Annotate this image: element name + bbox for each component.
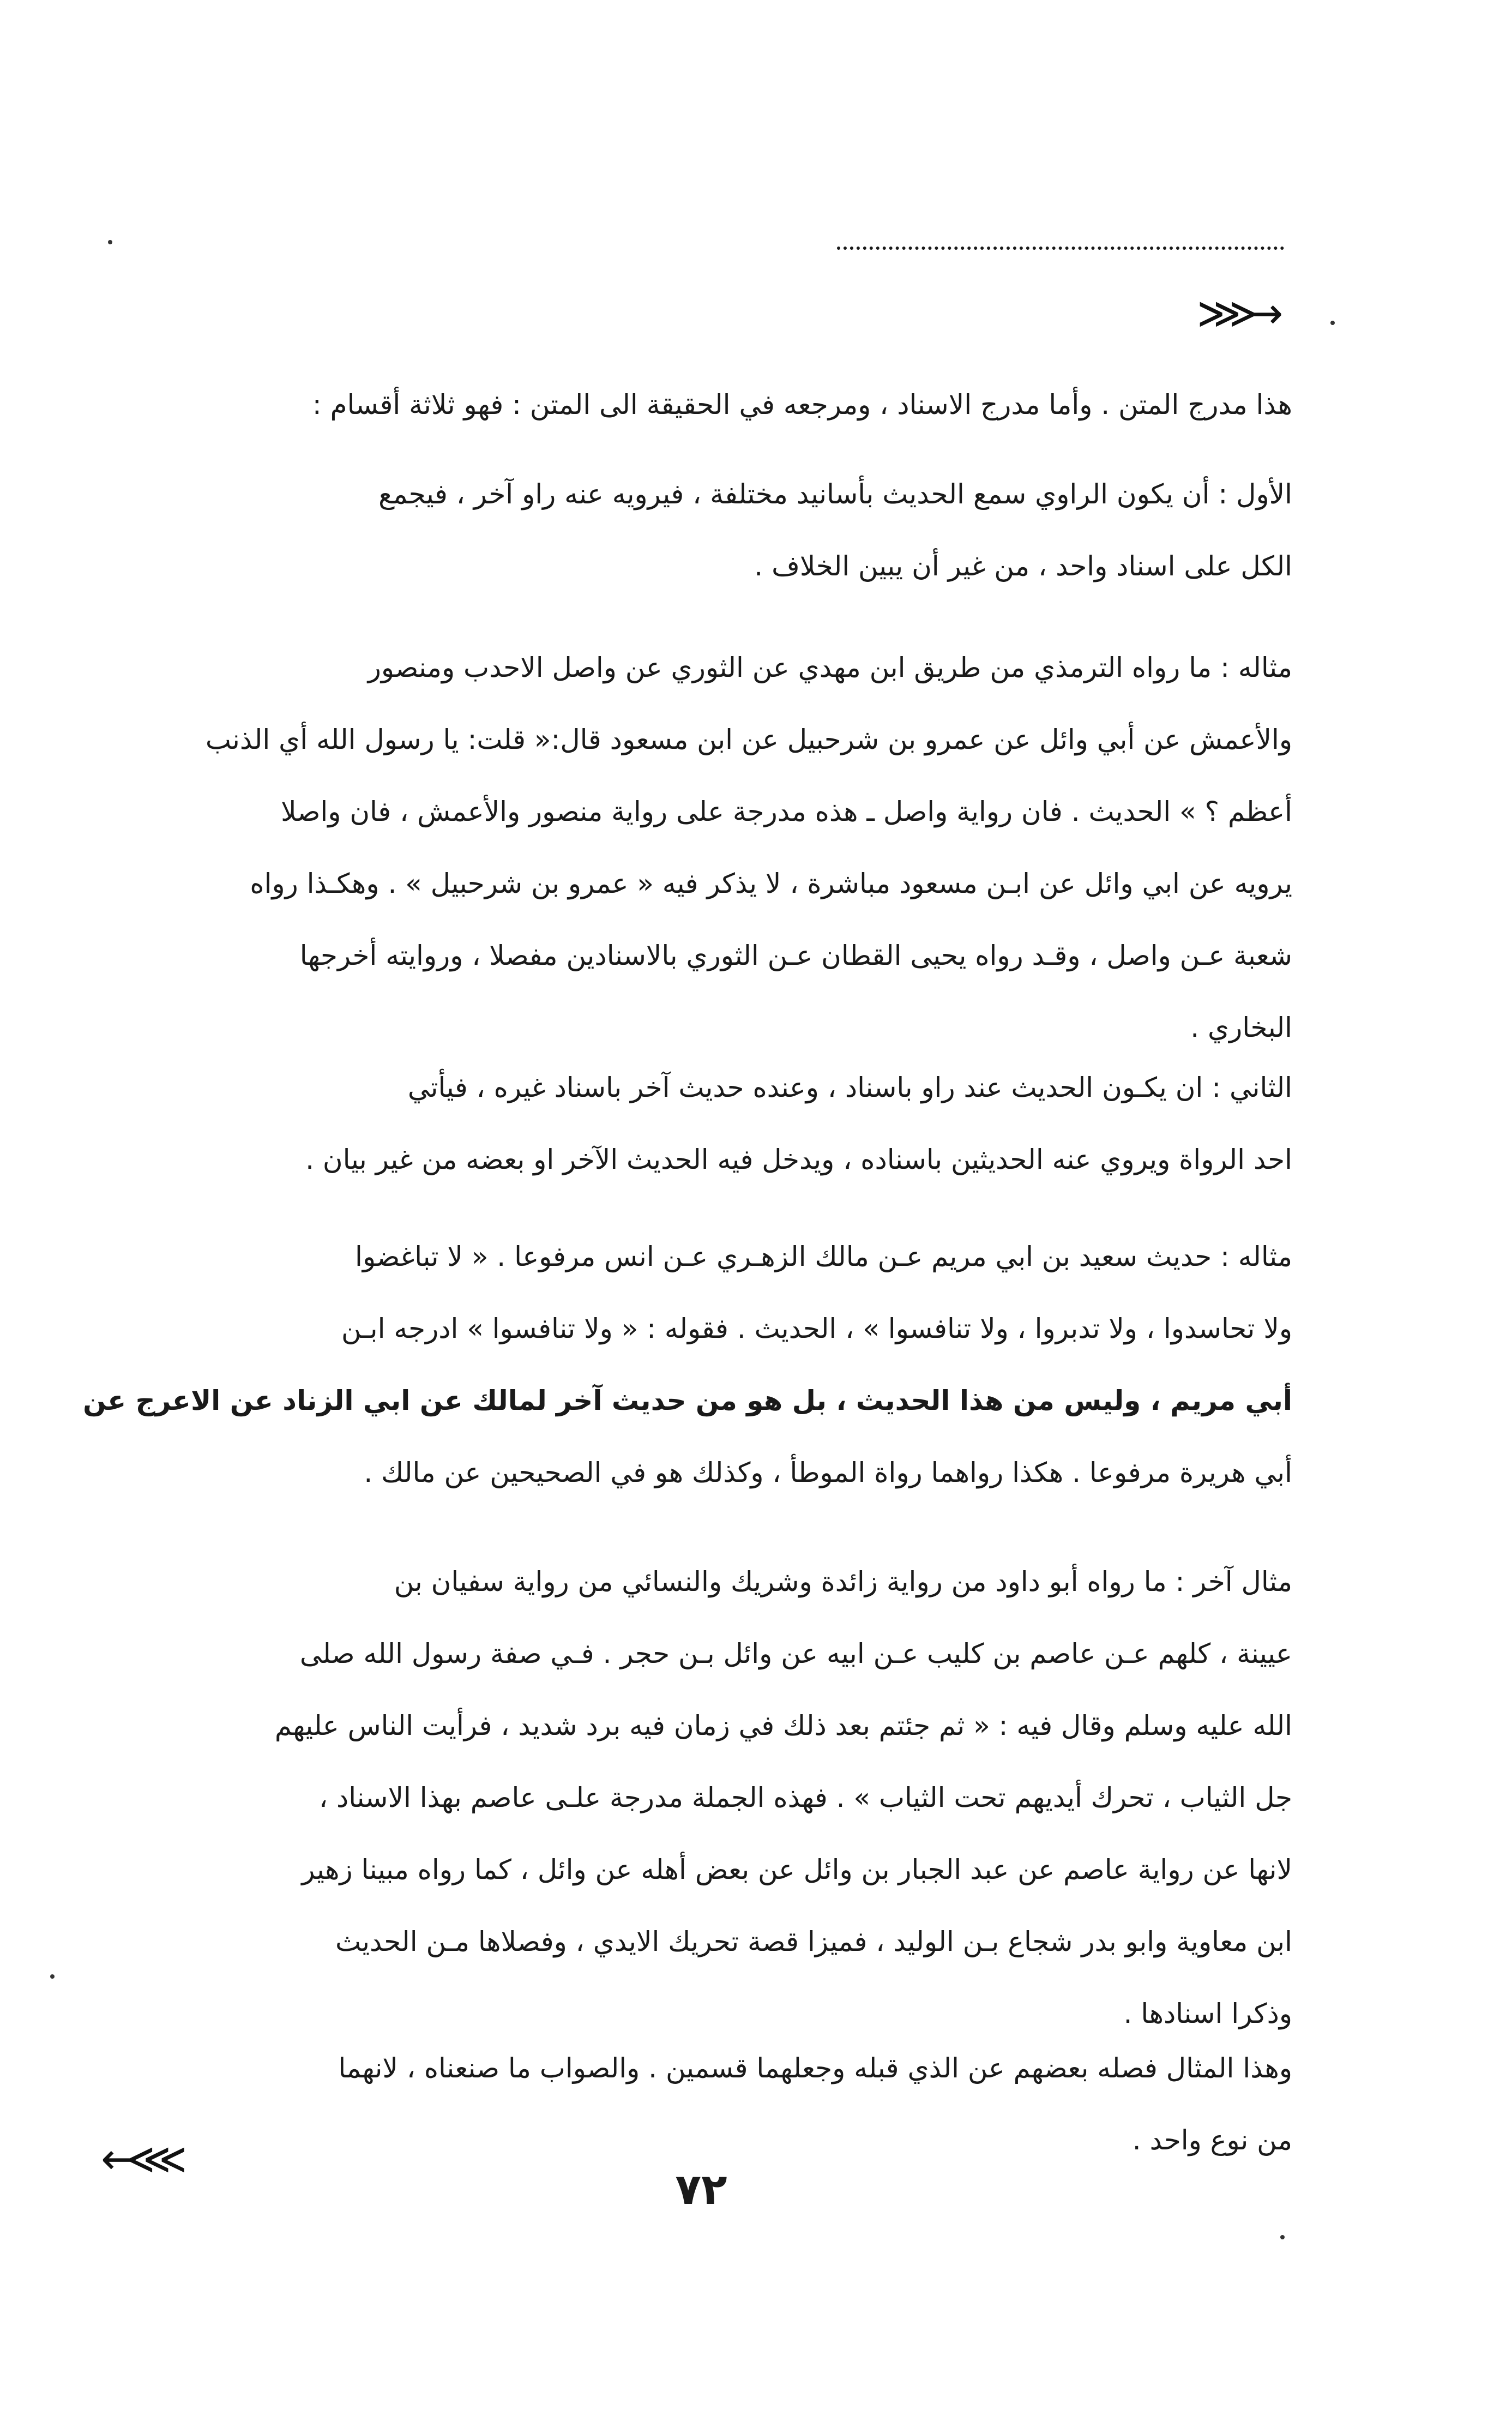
paragraph-first-type (82, 458, 1292, 602)
text-line: مثال آخر : ما رواه أبو داود من رواية زائدة وشريك والنسائي من رواية سفيان بن (394, 1566, 1292, 1597)
paragraph-example-three (82, 1546, 1292, 2050)
text-line: ولا تحاسدوا ، ولا تدبروا ، ولا تنافسوا » ، الحديث . فقوله : « ولا تنافسوا » ادرجه ابـن (341, 1313, 1292, 1344)
text-line: الأول : أن يكون الراوي سمع الحديث بأسانيد مختلفة ، فيرويه عنه راو آخر ، فيجمع (378, 478, 1292, 510)
text-line: مثاله : حديث سعيد بن ابي مريم عـن مالك الزهـري عـن انس مرفوعا . « لا تباغضوا (355, 1241, 1292, 1272)
text-line: عيينة ، كلهم عـن عاصم بن كليب عـن ابيه عن وائل بـن حجر . فـي صفة رسول الله صلى (299, 1638, 1292, 1669)
paragraph-intro (82, 369, 1292, 441)
text-line: والأعمش عن أبي وائل عن عمرو بن شرحبيل عن ابن مسعود قال:« قلت: يا رسول الله أي الذنب (205, 724, 1292, 755)
text-line: أعظم ؟ » الحديث . فان رواية واصل ـ هذه مدرجة على رواية منصور والأعمش ، فان واصلا (281, 796, 1292, 827)
paragraph-example-two (82, 1221, 1292, 1509)
text-line: ابن معاوية وابو بدر شجاع بـن الوليد ، فميزا قصة تحريك الايدي ، وفصلاها مـن الحديث (335, 1926, 1292, 1957)
text-line: أبي مريم ، وليس من هذا الحديث ، بل هو من حديث آخر لمالك عن ابي الزناد عن الاعرج عن (83, 1385, 1292, 1416)
text-line: يرويه عن ابي وائل عن ابـن مسعود مباشرة ، لا يذكر فيه « عمرو بن شرحبيل » . وهكـذا رواه (250, 868, 1292, 899)
text-line: من نوع واحد . (1132, 2124, 1292, 2156)
stray-mark (1280, 2235, 1285, 2239)
top-divider-rule (837, 247, 1284, 250)
text-line: أبي هريرة مرفوعا . هكذا رواهما رواة الموطأ ، وكذلك هو في الصحيحين عن مالك . (364, 1457, 1292, 1488)
stray-mark (108, 240, 112, 244)
text-line: وهذا المثال فصله بعضهم عن الذي قبله وجعلهما قسمين . والصواب ما صنعناه ، لانهما (338, 2052, 1292, 2084)
text-line: لانها عن رواية عاصم عن عبد الجبار بن وائل عن بعض أهله عن وائل ، كما رواه مبينا زهير (302, 1854, 1292, 1885)
arrow-ornament-icon: ←⋘ (101, 2135, 178, 2184)
text-line: مثاله : ما رواه الترمذي من طريق ابن مهدي عن الثوري عن واصل الاحدب ومنصور (368, 652, 1292, 683)
text-line: البخاري . (1190, 1012, 1292, 1043)
text-line: وذكرا اسنادها . (1123, 1998, 1292, 2029)
paragraph-closing (82, 2032, 1292, 2176)
text-line: احد الرواة ويروي عنه الحديثين باسناده ، ويدخل فيه الحديث الآخر او بعضه من غير بيان . (305, 1144, 1292, 1175)
paragraph-example-one (82, 632, 1292, 1064)
paragraph-second-type (82, 1052, 1292, 1196)
text-line: الله عليه وسلم وقال فيه : « ثم جئتم بعد ذلك في زمان فيه برد شديد ، فرأيت الناس عليهم (274, 1710, 1292, 1741)
text-line: الثاني : ان يكـون الحديث عند راو باسناد ، وعنده حديث آخر باسناد غيره ، فيأتي (407, 1072, 1292, 1103)
text-line: الكل على اسناد واحد ، من غير أن يبين الخلاف . (754, 550, 1292, 582)
stray-mark (1330, 321, 1335, 325)
arrow-ornament-icon: ⋙→ (1197, 289, 1274, 338)
stray-mark (50, 1974, 55, 1979)
text-line: جل الثياب ، تحرك أيديهم تحت الثياب » . فهذه الجملة مدرجة علـى عاصم بهذا الاسناد ، (318, 1782, 1292, 1813)
page-number: ٧٢ (675, 2165, 727, 2214)
text-line: شعبة عـن واصل ، وقـد رواه يحيى القطان عـن الثوري بالاسنادين مفصلا ، وروايته أخرجها (299, 940, 1292, 971)
text-line: هذا مدرج المتن . وأما مدرج الاسناد ، ومرجعه في الحقيقة الى المتن : فهو ثلاثة أقسام : (312, 389, 1292, 420)
